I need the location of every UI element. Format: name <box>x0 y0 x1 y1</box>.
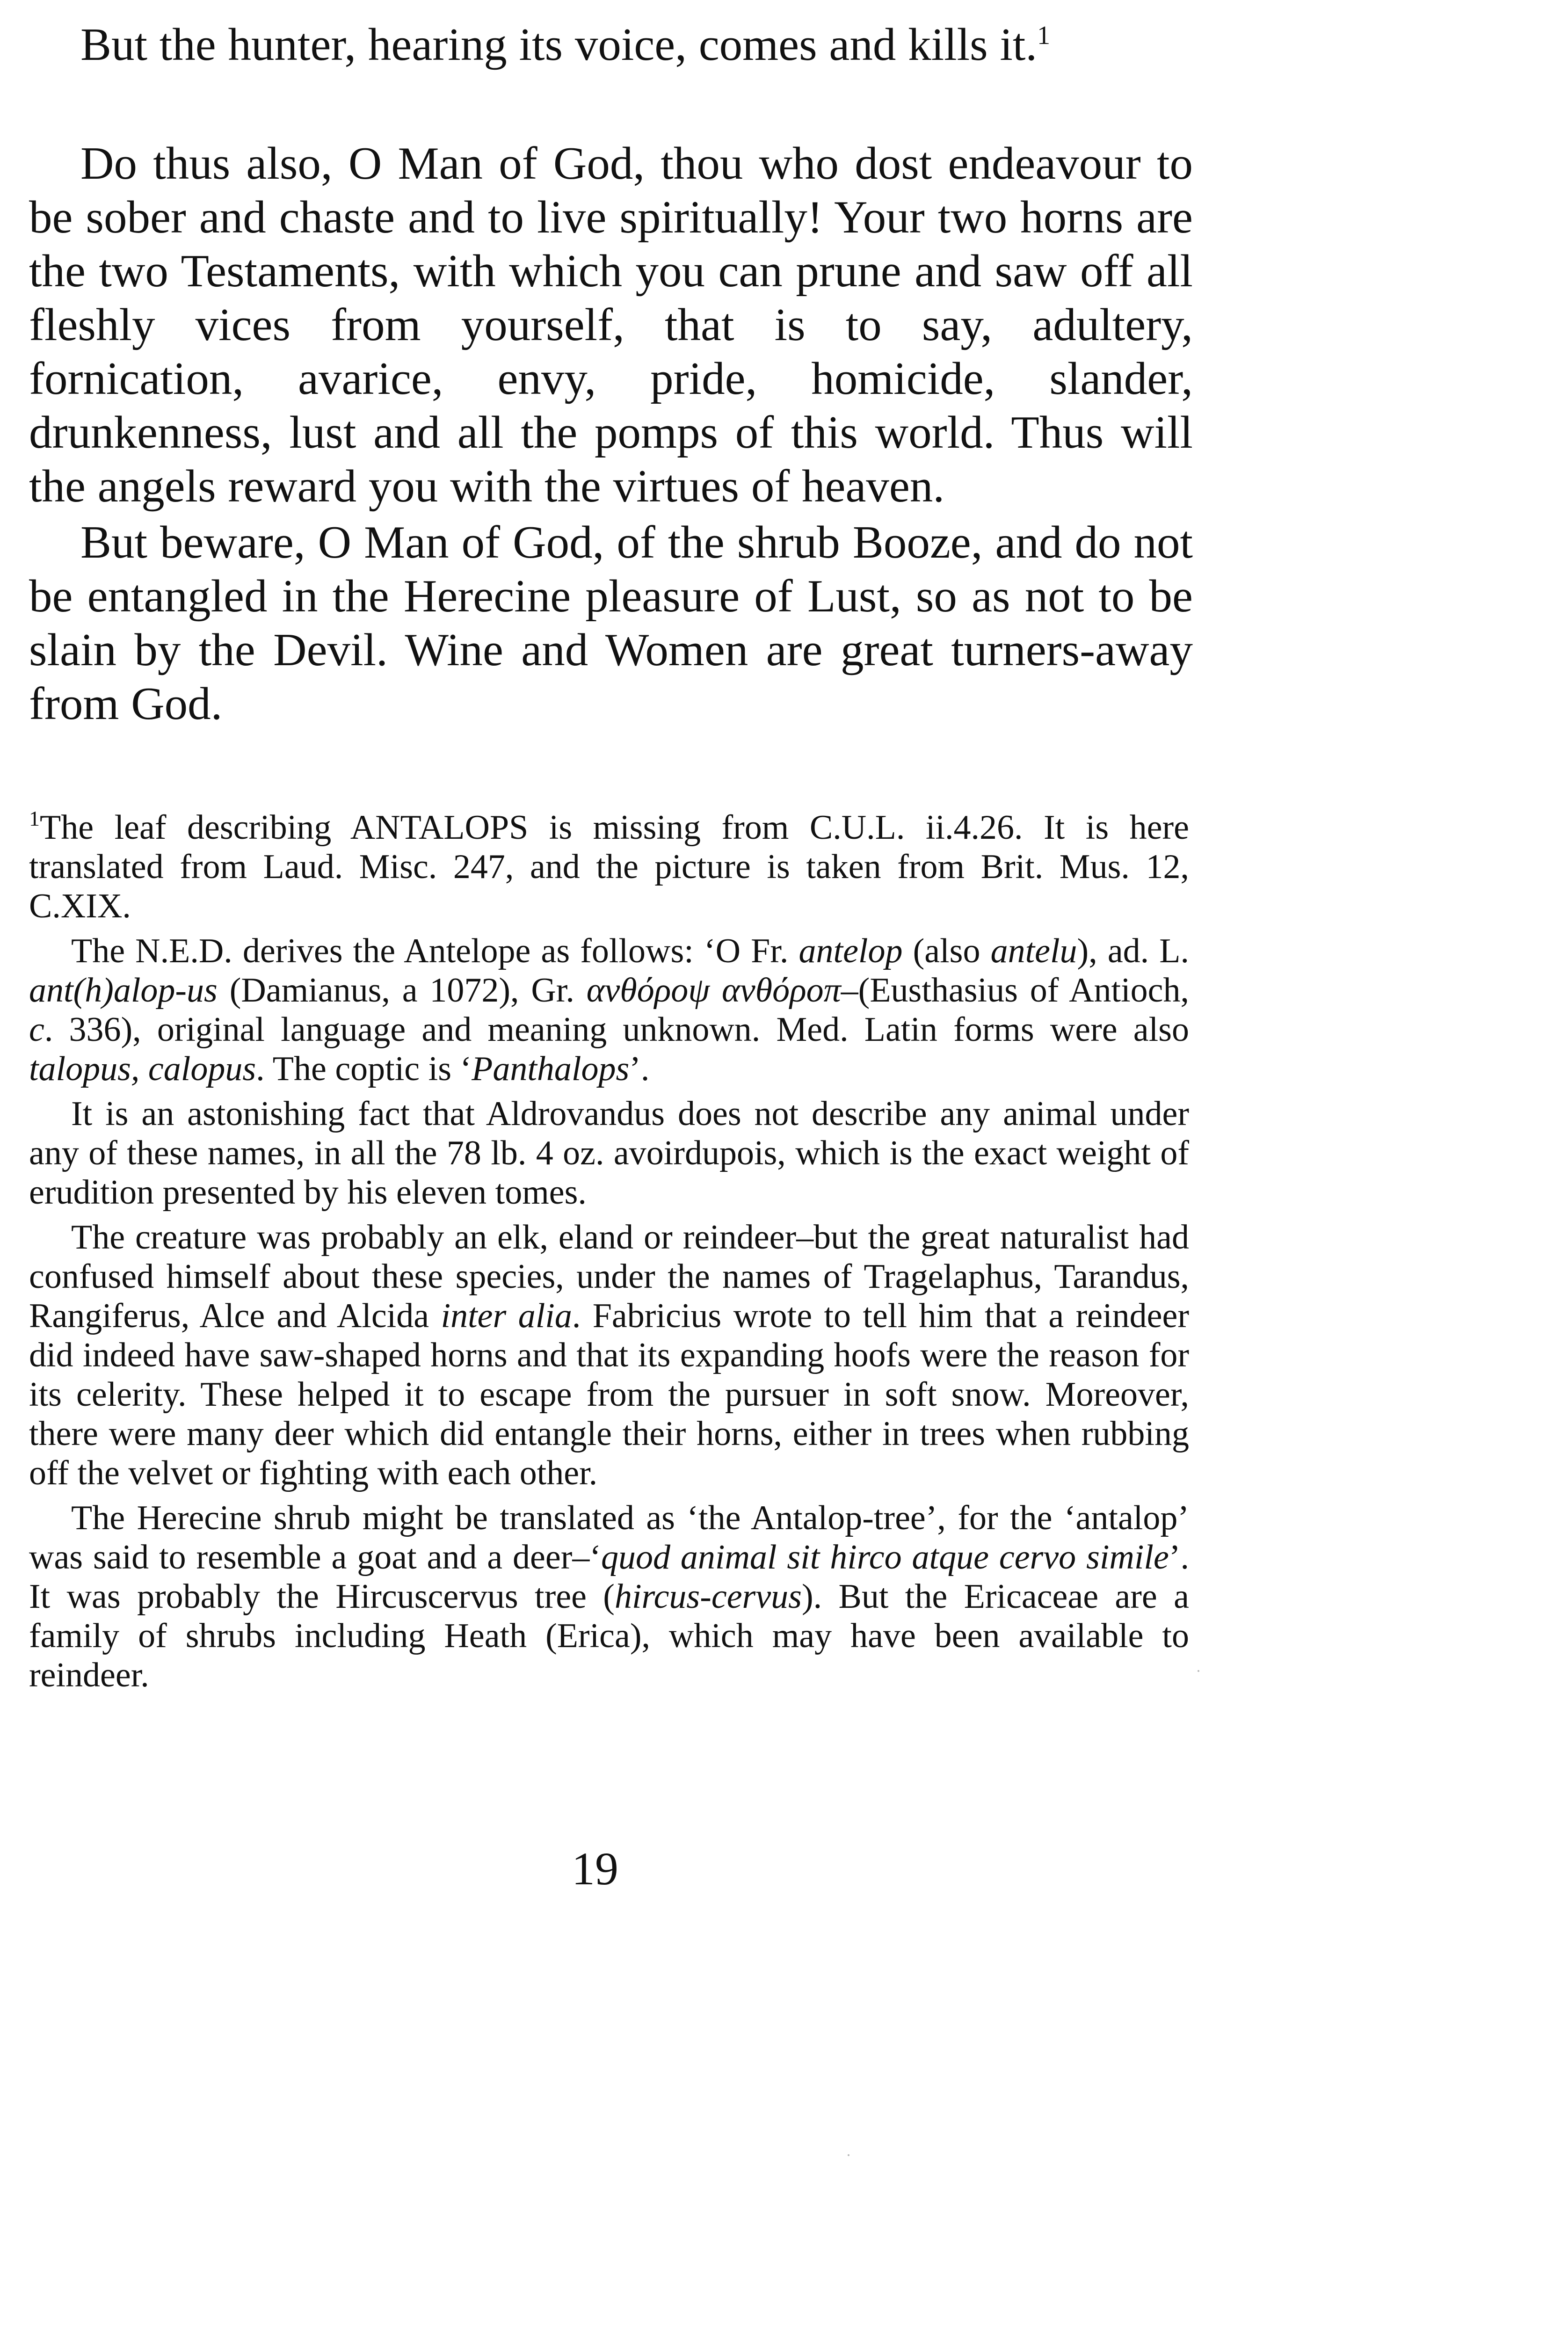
note-text: –(Eusthasius of Antioch, <box>841 971 1189 1010</box>
note-text: ’. <box>629 1050 650 1088</box>
footnote-marker: 1 <box>29 806 40 830</box>
main-paragraph-1: Do thus also, O Man of God, thou who dost endeavour to be sober and chaste and to live spiritually! Your two horns are the two Testaments, with which you can prune and saw off all fleshly vices from yourself, that is to say, adultery, fornication, avarice, envy, pride, homicide, slander, drunkenness, lust and all the pomps of this world. Thus will the angels reward you with the virtues of heaven. <box>29 138 1193 512</box>
note-italic: antelu <box>990 932 1077 970</box>
note-italic: hircus-cervus <box>614 1577 802 1616</box>
note-italic: talopus, calopus <box>29 1050 256 1088</box>
main-paragraph-2: But beware, O Man of God, of the shrub Booze, and do not be entangled in the Herecine pleasure of Lust, so as not to be slain by the Devil. Wine and Women are great turners-away from God. <box>29 517 1193 729</box>
footnotes-section <box>29 808 1189 1700</box>
note-text: The N.E.D. derives the Antelope as follows: ‘O Fr. <box>71 932 799 970</box>
note-text: The creature was probably an elk, eland or reindeer–but the great naturalist had confused himself about these species, under the names of Tragelaphus, Tarandus, Rangiferus, Alce and Alcida <box>29 1218 1189 1335</box>
note-text: ). But the Ericaceae are a family of shrubs including Heath (Erica), which may have been available to reindeer. <box>29 1577 1189 1694</box>
note-text: . The coptic is ‘ <box>256 1050 472 1088</box>
note-text: ), ad. L. <box>1077 932 1189 970</box>
note-text: . 336), original language and meaning unknown. Med. Latin forms were also <box>44 1010 1189 1049</box>
footnote-5 <box>29 1498 1189 1695</box>
note-text: The Herecine shrub might be translated as ‘the Antalop-tree’, for the ‘antalop’ was said to resemble a goat and a deer–‘ <box>29 1499 1189 1576</box>
main-text-opening-line <box>29 18 1193 72</box>
footnote-3: It is an astonishing fact that Aldrovandus does not describe any animal under any of these names, in all the 78 lb. 4 oz. avoirdupois, which is the exact weight of erudition presented by his eleven tomes. <box>29 1095 1189 1212</box>
main-paragraph-0 <box>29 18 1193 72</box>
note-text: . Fabricius wrote to tell him that a reindeer did indeed have saw-shaped horns and that its expanding hoofs were the reason for its celerity. These helped it to escape from the pursuer in soft snow. Moreover, there were many deer which did entangle their horns, either in trees when rubbing off the velvet or fighting with each other. <box>29 1297 1190 1492</box>
note-greek: ανθόροψ ανθόροπ <box>586 971 841 1010</box>
footnote-2 <box>29 931 1189 1089</box>
note-italic: ant(h)alop-us <box>29 971 218 1010</box>
note-italic: antelop <box>799 932 903 970</box>
note-italic: c <box>29 1010 44 1049</box>
footnote-1-text: The leaf describing ANTALOPS is missing from C.U.L. ii.4.26. It is here translated from Laud. Misc. 247, and the picture is taken from Brit. Mus. 12, C.XIX. <box>29 808 1189 925</box>
opening-sentence: But the hunter, hearing its voice, comes and kills it. <box>80 19 1038 70</box>
print-speck <box>1198 1670 1199 1672</box>
print-speck <box>848 2154 849 2156</box>
footnote-reference: 1 <box>1037 21 1051 50</box>
note-text: (Damianus, a 1072), Gr. <box>217 971 587 1010</box>
note-text: (also <box>902 932 991 970</box>
page-number: 19 <box>572 1843 618 1895</box>
main-text-body <box>29 137 1193 731</box>
note-italic: quod animal sit hirco atque cervo simile <box>601 1538 1169 1576</box>
note-italic: inter alia <box>441 1297 572 1335</box>
footnote-4 <box>29 1218 1189 1493</box>
note-text: ’. It was probably the Hircuscervus tree ( <box>29 1538 1189 1616</box>
note-italic: Panthalops <box>472 1050 630 1088</box>
footnote-1 <box>29 808 1189 926</box>
